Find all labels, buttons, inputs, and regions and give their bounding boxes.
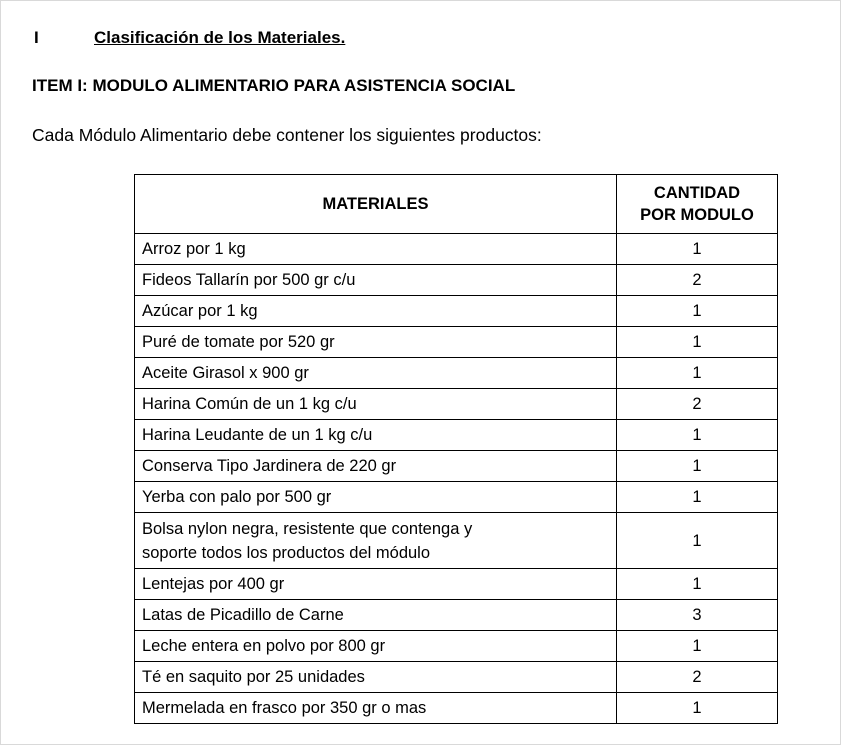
quantity-cell: 3 [617,600,778,631]
section-title: Clasificación de los Materiales. [94,28,346,47]
material-cell: Bolsa nylon negra, resistente que contenga y soporte todos los productos del módulo [135,513,617,569]
header-quantity-line2: POR MODULO [640,206,754,224]
materials-table [134,174,778,724]
quantity-cell: 1 [617,451,778,482]
section-heading [34,28,345,48]
quantity-cell: 1 [617,358,778,389]
quantity-cell: 1 [617,631,778,662]
table-row [135,420,778,451]
quantity-cell: 1 [617,513,778,569]
header-quantity [617,175,778,234]
quantity-cell: 1 [617,234,778,265]
material-cell: Puré de tomate por 520 gr [135,327,617,358]
intro-text: Cada Módulo Alimentario debe contener los siguientes productos: [32,125,542,145]
table-row [135,662,778,693]
quantity-cell: 1 [617,296,778,327]
quantity-cell: 1 [617,569,778,600]
table-header-row [135,175,778,234]
quantity-cell: 2 [617,389,778,420]
table-row [135,265,778,296]
table-row [135,600,778,631]
table-row [135,234,778,265]
material-cell: Azúcar por 1 kg [135,296,617,327]
quantity-cell: 1 [617,693,778,724]
quantity-cell: 2 [617,265,778,296]
material-cell: Harina Común de un 1 kg c/u [135,389,617,420]
material-cell: Leche entera en polvo por 800 gr [135,631,617,662]
material-cell: Arroz por 1 kg [135,234,617,265]
table-row [135,631,778,662]
table-row [135,389,778,420]
material-cell: Conserva Tipo Jardinera de 220 gr [135,451,617,482]
material-cell: Harina Leudante de un 1 kg c/u [135,420,617,451]
table-row [135,327,778,358]
material-cell: Aceite Girasol x 900 gr [135,358,617,389]
material-cell: Fideos Tallarín por 500 gr c/u [135,265,617,296]
material-cell: Yerba con palo por 500 gr [135,482,617,513]
header-quantity-line1: CANTIDAD [653,184,741,202]
table-row [135,451,778,482]
quantity-cell: 2 [617,662,778,693]
material-cell: Mermelada en frasco por 350 gr o mas [135,693,617,724]
material-cell: Latas de Picadillo de Carne [135,600,617,631]
table-row [135,358,778,389]
material-cell: Lentejas por 400 gr [135,569,617,600]
material-cell: Té en saquito por 25 unidades [135,662,617,693]
quantity-cell: 1 [617,482,778,513]
quantity-cell: 1 [617,420,778,451]
table-row [135,513,778,569]
table-row [135,569,778,600]
quantity-cell: 1 [617,327,778,358]
section-number: I [34,28,39,47]
item-heading: ITEM I: MODULO ALIMENTARIO PARA ASISTENCIA SOCIAL [32,76,516,95]
table-row [135,482,778,513]
header-materials: MATERIALES [135,175,617,234]
table-row [135,693,778,724]
table-row [135,296,778,327]
